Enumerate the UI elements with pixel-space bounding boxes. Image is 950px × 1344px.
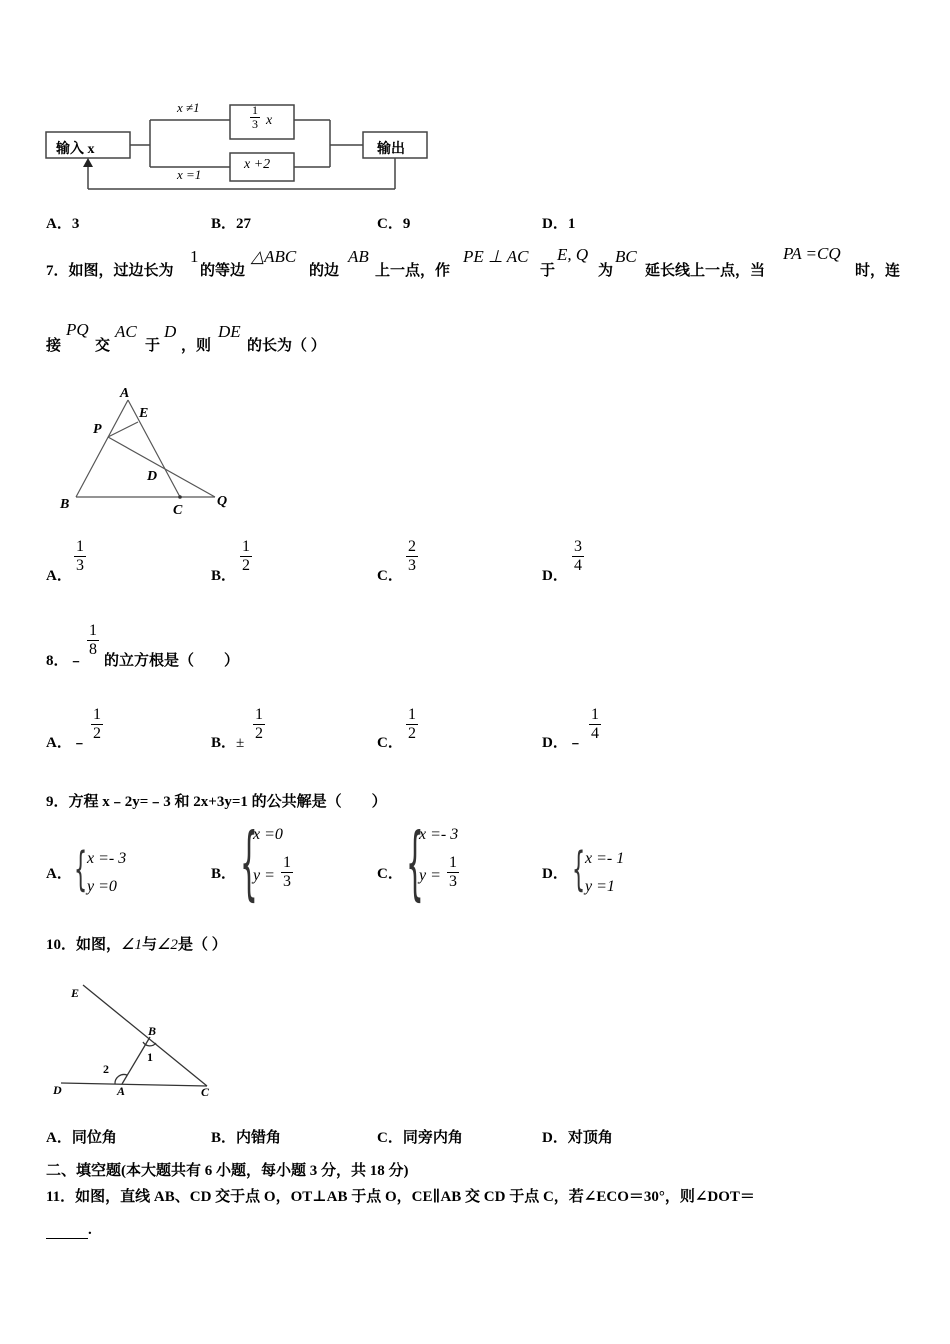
q7-math-perp: PE ⊥ AC — [463, 247, 529, 266]
q7-text-6: 为 — [598, 263, 614, 279]
q7-text-4: 上一点，作 — [375, 263, 451, 279]
q10-option-d[interactable]: D．对顶角 — [542, 1130, 613, 1146]
q9-option-c-fraction: $\frac{1}{3}$ — [449, 854, 457, 890]
q8-option-b-fraction: $\frac{1}{2}$ — [255, 706, 263, 742]
q9-option-b[interactable]: B． — [211, 866, 237, 882]
q7-text-8: 时，连 — [855, 263, 901, 279]
q9-option-b-line1: x =0 — [253, 826, 283, 843]
q8-option-d[interactable]: D．﹣ — [542, 735, 583, 751]
q8-suffix: 的立方根是（ ） — [104, 653, 240, 669]
q10-angle-figure — [55, 980, 220, 1100]
q11-answer-blank[interactable]: . — [46, 1222, 92, 1239]
q7-text-13: 的长为（ ） — [247, 338, 326, 354]
q7-math-de: DE — [218, 322, 241, 341]
q7-text-3: 的边 — [309, 263, 340, 279]
q10-option-c[interactable]: C．同旁内角 — [377, 1130, 463, 1146]
q7-math-ab: AB — [348, 247, 369, 266]
q9-option-a-line1: x =- 3 — [87, 850, 127, 867]
q8-option-a[interactable]: A．﹣ — [46, 735, 87, 751]
q9-option-a[interactable]: A． — [46, 866, 72, 882]
q6-option-a[interactable]: A．3 — [46, 216, 80, 232]
q8-prefix: 8．﹣ — [46, 653, 84, 669]
flowchart-box-top-fraction: $\frac{1}{3}$ — [252, 103, 258, 131]
q7-text-9: 接 — [46, 338, 62, 354]
q7-math-side: 1 — [190, 247, 199, 266]
q10-question: 10．如图，∠1与∠2是（ ） — [46, 937, 227, 953]
q9-option-c-brace: { — [406, 816, 424, 909]
q8-option-c-fraction: $\frac{1}{2}$ — [408, 706, 416, 742]
q7-math-pq: PQ — [66, 320, 89, 339]
q9-option-c[interactable]: C． — [377, 866, 403, 882]
q9-option-d-line2: y =1 — [585, 878, 615, 895]
section-2-heading: 二、填空题(本大题共有 6 小题，每小题 3 分，共 18 分) — [46, 1163, 409, 1179]
q10-fig-label-1: 1 — [147, 1050, 153, 1064]
q7-text-12: ，则 — [181, 338, 212, 354]
q7-fig-label-e: E — [139, 406, 149, 421]
q7-math-eq: E, Q — [557, 245, 589, 264]
q8-fraction: $\frac{1}{8}$ — [89, 622, 97, 658]
flowchart-condition-top: x ≠1 — [177, 100, 200, 115]
q9-option-b-brace: { — [240, 816, 258, 909]
q10-fig-label-b: B — [148, 1024, 157, 1038]
q9-option-c-line2: y = — [419, 867, 441, 884]
q9-option-d-line1: x =- 1 — [585, 850, 625, 867]
q10-option-a[interactable]: A．同位角 — [46, 1130, 117, 1146]
q7-text-5: 于 — [540, 263, 556, 279]
q10-fig-label-2: 2 — [103, 1062, 109, 1076]
q7-fig-label-p: P — [93, 422, 102, 437]
q7-option-c-fraction: $\frac{2}{3}$ — [408, 538, 416, 574]
q9-option-d-brace: { — [572, 842, 586, 896]
flowchart-box-top-var: x — [266, 113, 273, 128]
q7-math-triangle: △ABC — [251, 247, 297, 266]
q7-option-b[interactable]: B． — [211, 568, 237, 584]
q8-option-d-fraction: $\frac{1}{4}$ — [591, 706, 599, 742]
q6-option-c[interactable]: C．9 — [377, 216, 411, 232]
q8-option-a-fraction: $\frac{1}{2}$ — [93, 706, 101, 742]
flowchart-input-label: 输入 x — [56, 142, 95, 157]
q7-text-11: 于 — [145, 338, 161, 354]
q7-text-2: 的等边 — [200, 263, 246, 279]
q7-fig-label-a: A — [120, 386, 130, 401]
q6-option-b[interactable]: B．27 — [211, 216, 252, 232]
q10-fig-label-d: D — [53, 1083, 62, 1097]
q7-option-a-fraction: $\frac{1}{3}$ — [76, 538, 84, 574]
q7-text-10: 交 — [95, 338, 111, 354]
q7-math-pacq: PA =CQ — [783, 244, 841, 263]
q10-fig-label-a: A — [117, 1084, 126, 1098]
q8-option-b[interactable]: B．± — [211, 735, 245, 751]
q7-fig-label-q: Q — [217, 494, 228, 509]
flowchart-output-label: 输出 — [377, 142, 405, 157]
q7-fig-label-c: C — [173, 503, 183, 518]
q10-fig-label-e: E — [71, 986, 80, 1000]
q7-option-c[interactable]: C． — [377, 568, 403, 584]
q9-option-c-line1: x =- 3 — [419, 826, 459, 843]
q9-option-a-brace: { — [74, 842, 88, 896]
q9-question: 9．方程 x﹣2y=﹣3 和 2x+3y=1 的公共解是（ ） — [46, 794, 387, 810]
q7-text-1: 7．如图，过边长为 — [46, 263, 174, 279]
q7-option-a[interactable]: A． — [46, 568, 72, 584]
q7-option-d[interactable]: D． — [542, 568, 568, 584]
q9-option-d[interactable]: D． — [542, 866, 568, 882]
q7-option-b-fraction: $\frac{1}{2}$ — [242, 538, 250, 574]
q9-option-b-line2: y = — [253, 867, 275, 884]
q7-math-ac: AC — [115, 322, 137, 341]
q7-fig-label-d: D — [147, 469, 158, 484]
q9-option-b-fraction: $\frac{1}{3}$ — [283, 854, 291, 890]
q7-math-bc: BC — [615, 247, 637, 266]
q7-fig-label-b: B — [60, 497, 70, 512]
q10-option-b[interactable]: B．内错角 — [211, 1130, 282, 1146]
flowchart-condition-bottom: x =1 — [177, 167, 202, 182]
q7-text-7: 延长线上一点，当 — [645, 263, 766, 279]
q7-option-d-fraction: $\frac{3}{4}$ — [574, 538, 582, 574]
flowchart-box-bottom: x +2 — [244, 157, 271, 172]
q8-option-c[interactable]: C． — [377, 735, 403, 751]
q9-option-a-line2: y =0 — [87, 878, 117, 895]
q11-question: 11．如图，直线 AB、CD 交于点 O，OT⊥AB 于点 O，CE∥AB 交 CD 于点 C，若∠ECO＝30°，则∠DOT＝ — [46, 1189, 755, 1205]
q6-option-d[interactable]: D．1 — [542, 216, 576, 232]
q7-math-d: D — [164, 322, 177, 341]
q10-fig-label-c: C — [201, 1085, 210, 1099]
